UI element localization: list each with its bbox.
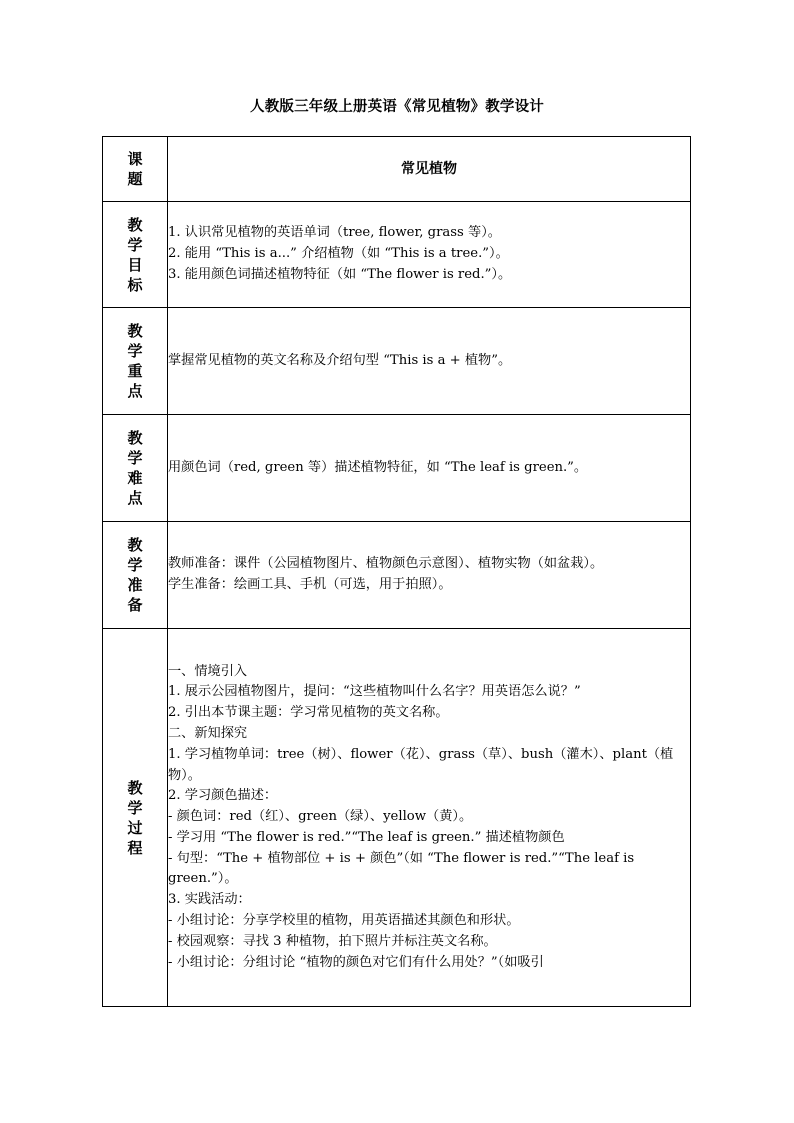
- process-line: - 小组讨论：分组讨论 “植物的颜色对它们有什么用处？”（如吸引: [168, 954, 544, 970]
- row-key-points: [103, 308, 691, 415]
- process-line: 2. 学习颜色描述：: [168, 788, 278, 804]
- process-line: - 小组讨论：分享学校里的植物，用英语描述其颜色和形状。: [168, 913, 520, 929]
- lesson-plan-table: [102, 136, 691, 1007]
- process-content: [168, 629, 691, 1007]
- process-line: - 校园观察：寻找 3 种植物，拍下照片并标注英文名称。: [168, 933, 497, 949]
- process-line: 1. 学习植物单词：tree（树）、flower（花）、grass（草）、bush（灌木）、plant（植物）。: [168, 746, 674, 783]
- difficulties-content: [168, 415, 691, 522]
- document-title: 人教版三年级上册英语《常见植物》教学设计: [250, 98, 544, 115]
- process-line: 1. 展示公园植物图片，提问：“这些植物叫什么名字？用英语怎么说？”: [168, 684, 581, 700]
- objectives-content: [168, 202, 691, 308]
- row-process: [103, 629, 691, 1007]
- label-preparation: 教学准备: [103, 522, 168, 629]
- process-line: 2. 引出本节课主题：学习常见植物的英文名称。: [168, 705, 449, 721]
- objective-line: 1. 认识常见植物的英语单词（tree, flower, grass 等）。: [168, 225, 501, 241]
- difficulties-text: 用颜色词（red, green 等）描述植物特征，如 “The leaf is green.”。: [168, 459, 588, 475]
- preparation-content: [168, 522, 691, 629]
- teacher-preparation: 教师准备：课件（公园植物图片、植物颜色示意图）、植物实物（如盆栽）。: [168, 556, 604, 572]
- label-topic: 课题: [103, 137, 168, 202]
- label-process: 教学过程: [103, 629, 168, 1007]
- key-points-content: [168, 308, 691, 415]
- row-difficulties: [103, 415, 691, 522]
- student-preparation: 学生准备：绘画工具、手机（可选，用于拍照）。: [168, 577, 452, 592]
- process-line: - 句型：“The + 植物部位 + is + 颜色”（如 “The flower is red.”“The leaf is green.”）。: [168, 850, 635, 887]
- process-line: - 学习用 “The flower is red.”“The leaf is green.” 描述植物颜色: [168, 829, 565, 845]
- label-objectives: 教学目标: [103, 202, 168, 308]
- key-points-text: 掌握常见植物的英文名称及介绍句型 “This is a + 植物”。: [168, 352, 512, 368]
- process-line: 一、情境引入: [168, 663, 248, 679]
- row-objectives: [103, 202, 691, 308]
- topic-value: 常见植物: [168, 137, 691, 202]
- row-preparation: [103, 522, 691, 629]
- label-difficulties: 教学难点: [103, 415, 168, 522]
- process-line: 二、新知探究: [168, 725, 248, 741]
- process-line: 3. 实践活动：: [168, 892, 251, 908]
- row-topic: [103, 137, 691, 202]
- objective-line: 2. 能用 “This is a...” 介绍植物（如 “This is a tree.”）。: [168, 246, 509, 262]
- process-line: - 颜色词：red（红）、green（绿）、yellow（黄）。: [168, 809, 473, 825]
- objective-line: 3. 能用颜色词描述植物特征（如 “The flower is red.”）。: [168, 266, 512, 282]
- label-key-points: 教学重点: [103, 308, 168, 415]
